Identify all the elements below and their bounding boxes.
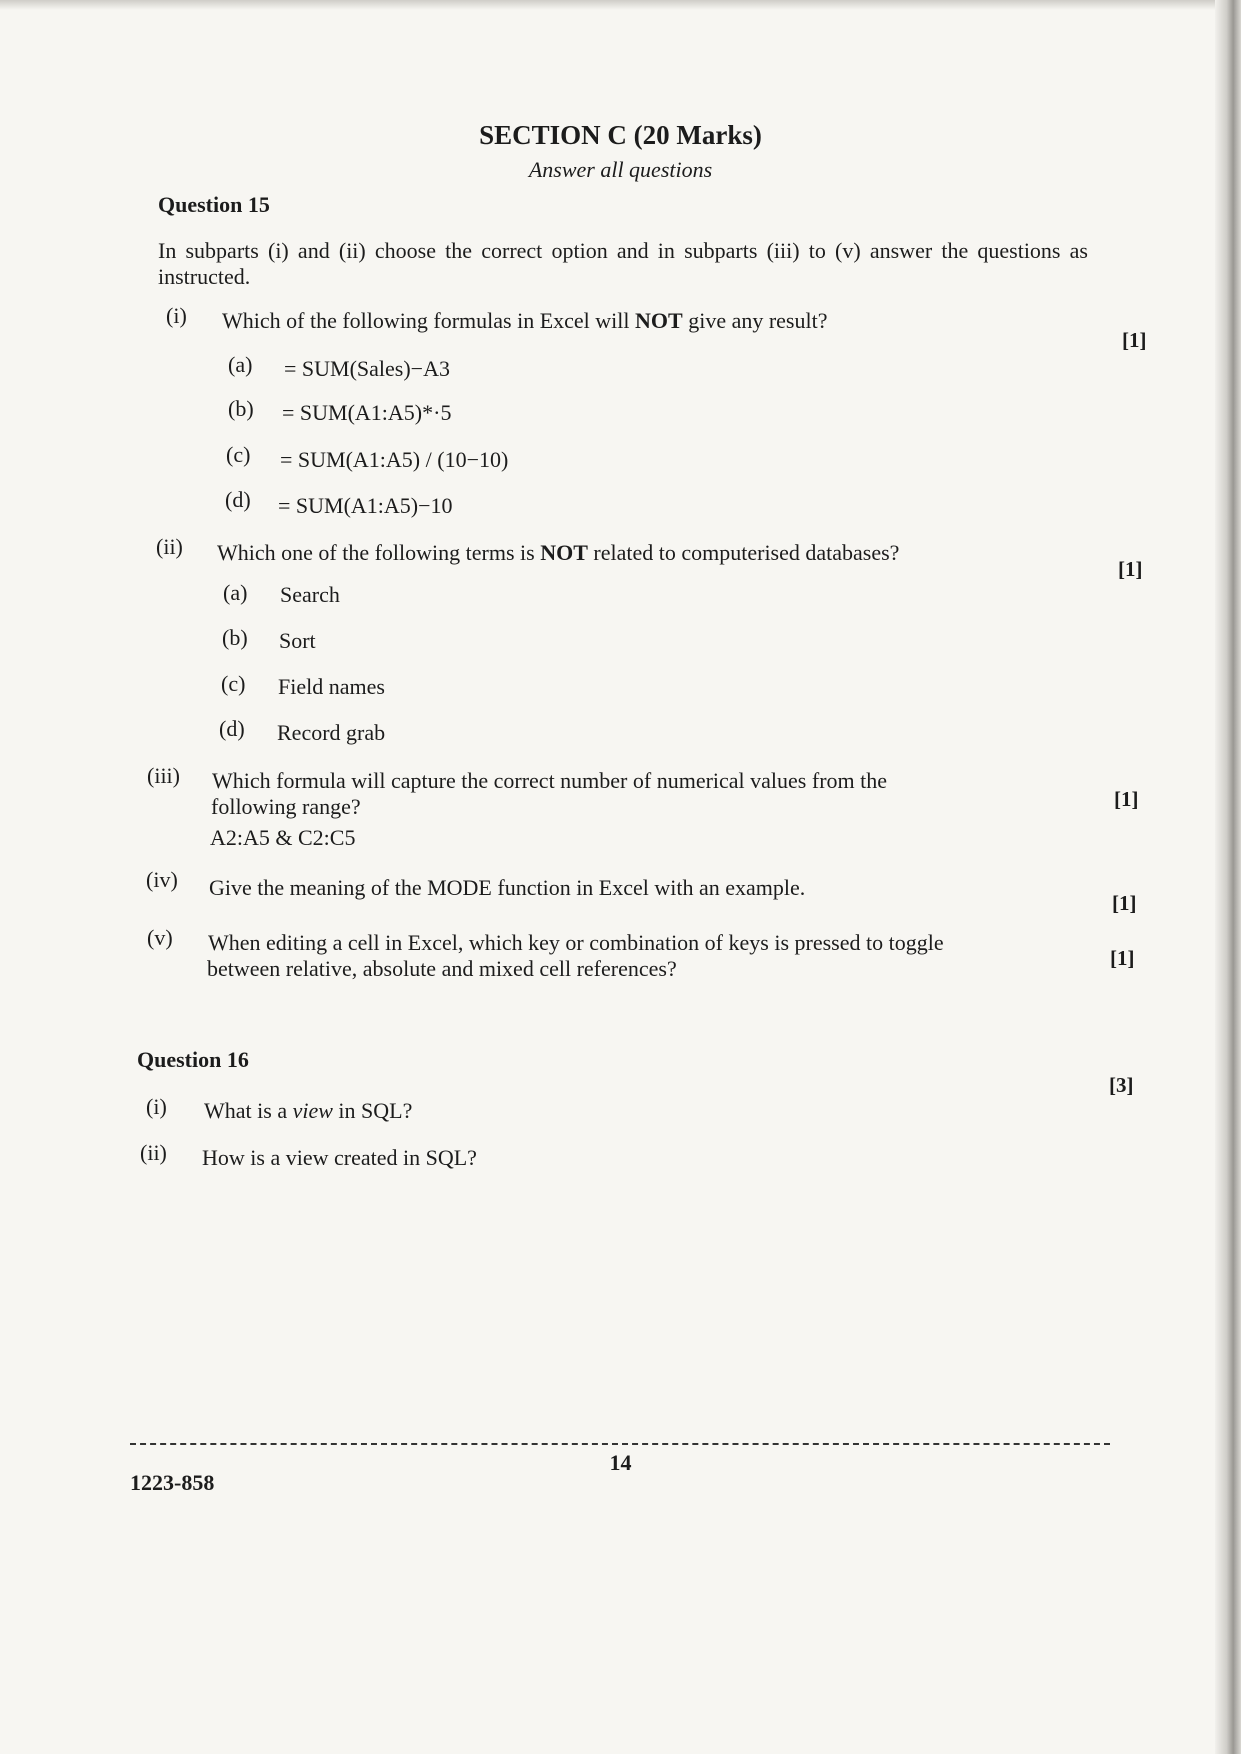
q15-iv-marks: [1] <box>1112 891 1137 915</box>
q15-ii-option-c-label: (c) <box>221 671 246 696</box>
q15-i-marks: [1] <box>1122 328 1147 352</box>
q15-ii-option-a-label: (a) <box>223 580 248 605</box>
section-title: SECTION C (20 Marks) <box>479 120 762 150</box>
q15-ii-option-d-label: (d) <box>219 716 245 741</box>
q15-iv-question: Give the meaning of the MODE function in Excel with an example. <box>209 875 806 900</box>
q15-i-option-a-label: (a) <box>228 352 253 377</box>
q15-iii-marks: [1] <box>1114 787 1139 811</box>
page-top-shadow <box>0 0 1241 10</box>
paper-code: 1223-858 <box>130 1470 215 1495</box>
q15-i-option-d-label: (d) <box>225 487 251 512</box>
q15-iii-number: (iii) <box>147 763 180 788</box>
q15-ii-option-c: Field names <box>278 674 385 699</box>
q15-iii-line2: following range? <box>211 794 361 819</box>
q16-i-question: What is a view in SQL? <box>204 1098 413 1123</box>
q15-ii-option-b: Sort <box>279 628 316 653</box>
q15-i-option-d: = SUM(A1:A5)−10 <box>278 493 453 518</box>
q15-iii-line1: Which formula will capture the correct number of numerical values from the <box>212 768 888 793</box>
q16-i-number: (i) <box>146 1094 167 1119</box>
q15-v-line1: When editing a cell in Excel, which key or combination of keys is pressed to toggle <box>208 930 944 955</box>
question-15-heading: Question 15 <box>158 192 270 217</box>
q15-i-option-b-label: (b) <box>228 396 254 421</box>
page-number: 14 <box>609 1450 632 1475</box>
q15-v-number: (v) <box>147 925 173 950</box>
question-15-instructions: In subparts (i) and (ii) choose the correct option and in subparts (iii) to (v) answer the questions as instructed. <box>158 238 1088 289</box>
q15-i-option-c-label: (c) <box>226 442 251 467</box>
q15-iii-range: A2:A5 & C2:C5 <box>210 825 356 850</box>
q15-ii-number: (ii) <box>156 534 183 559</box>
q15-i-option-b: = SUM(A1:A5)*·5 <box>282 400 452 425</box>
page-right-shadow <box>1215 0 1241 1754</box>
q15-ii-question: Which one of the following terms is NOT related to computerised databases? <box>217 540 900 565</box>
q15-ii-option-b-label: (b) <box>222 625 248 650</box>
q15-i-number: (i) <box>166 303 187 328</box>
section-subtitle: Answer all questions <box>528 157 713 182</box>
q16-ii-question: How is a view created in SQL? <box>202 1145 477 1170</box>
q15-i-question: Which of the following formulas in Excel will NOT give any result? <box>222 308 828 333</box>
q15-i-option-a: = SUM(Sales)−A3 <box>284 356 450 381</box>
q15-ii-option-d: Record grab <box>277 720 386 745</box>
question-16-heading: Question 16 <box>137 1047 249 1072</box>
q15-v-marks: [1] <box>1110 946 1135 970</box>
q15-iv-number: (iv) <box>146 867 178 892</box>
q15-ii-marks: [1] <box>1118 557 1143 581</box>
q16-marks: [3] <box>1109 1073 1134 1097</box>
footer-divider <box>130 1443 1110 1445</box>
q15-ii-option-a: Search <box>280 582 340 607</box>
q15-i-option-c: = SUM(A1:A5) / (10−10) <box>280 447 509 472</box>
q16-ii-number: (ii) <box>140 1140 167 1165</box>
q15-v-line2: between relative, absolute and mixed cell references? <box>207 956 677 981</box>
